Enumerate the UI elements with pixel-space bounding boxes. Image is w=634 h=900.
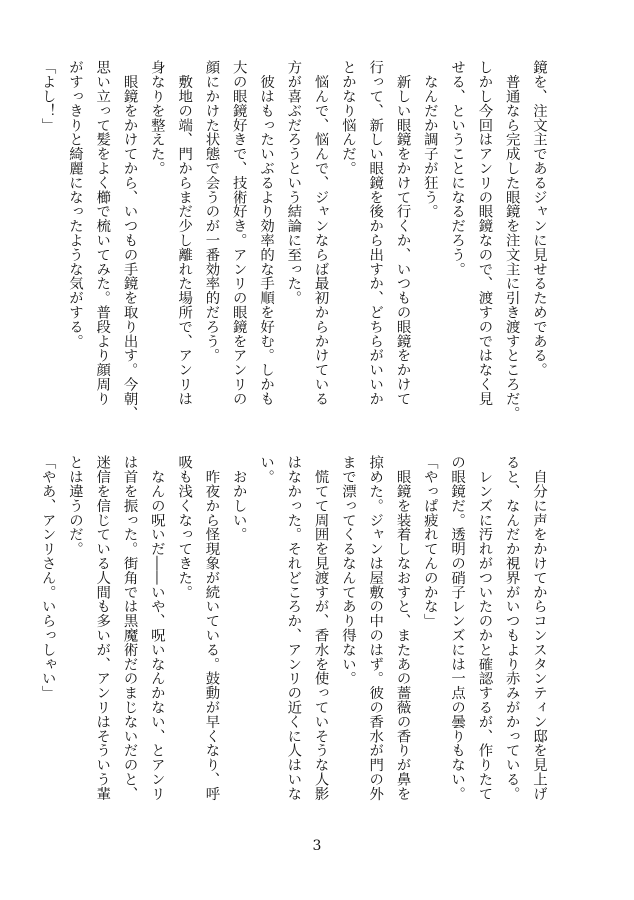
text-line: まで漂ってくるなんてあり得ない。: [339, 455, 356, 686]
text-line: なんだか調子が狂う。: [421, 60, 438, 219]
text-line: の眼鏡だ。透明の硝子レンズには一点の曇りもない。: [449, 455, 466, 801]
text-line: は首を振った。街角では黒魔術だのまじないだのと、: [121, 455, 138, 801]
text-line: レンズに汚れがついたのかと確認するが、作りたて: [476, 455, 493, 801]
lower-text-block: [33, 455, 552, 815]
text-line: がすっきりと綺麗になったような気がする。: [66, 60, 83, 348]
text-line: 彼はもったいぶるより効率的な手順を好む。しかも: [258, 60, 275, 406]
text-line: 大の眼鏡好きで、技術好き。アンリの眼鏡をアンリの: [230, 60, 247, 406]
text-line: とかなり悩んだ。: [339, 60, 356, 176]
text-line: 「やあ、アンリさん。いらっしゃい」: [39, 455, 56, 700]
text-line: 眼鏡をかけてから、いつもの手鏡を取り出す。今朝、: [121, 60, 138, 420]
text-line: とは違うのだ。: [66, 455, 83, 556]
text-line: 敷地の端、門からまだ少し離れた場所で、アンリは: [176, 60, 193, 406]
text-line: 掠めた。ジャンは屋敷の中のはず。彼の香水が門の外: [367, 455, 384, 801]
text-line: 慌てて周囲を見渡すが、香水を使っていそうな人影: [312, 455, 329, 801]
text-line: い。: [258, 455, 275, 484]
text-line: 新しい眼鏡をかけて行くか、いつもの眼鏡をかけて: [394, 60, 411, 406]
text-line: 鏡を、注文主であるジャンに見せるためである。: [531, 60, 547, 377]
text-line: 「よし！」: [39, 60, 56, 132]
page-number: 3: [312, 838, 322, 854]
text-line: 方が喜ぶだろうという結論に至った。: [285, 60, 302, 305]
text-line: 眼鏡を装着しなおすと、またあの薔薇の香りが鼻を: [394, 455, 411, 801]
text-line: ると、なんだか視界がいつもより赤みがかっている。: [503, 455, 520, 801]
text-line: 悩んで、悩んで、ジャンならば最初からかけている: [312, 60, 329, 406]
text-line: 迷信を信じている人間も多いが、アンリはそういう輩: [94, 455, 111, 801]
text-line: 吸も浅くなってきた。: [176, 455, 193, 599]
text-line: 顔にかけた状態で会うのが一番効率的だろう。: [203, 60, 220, 363]
text-line: おかしい。: [230, 455, 247, 542]
text-line: 昨夜から怪現象が続いている。鼓動が早くなり、呼: [203, 455, 220, 801]
text-line: 思い立って髪をよく櫛で梳いてみた。普段より顔周り: [94, 60, 111, 406]
text-line: 自分に声をかけてからコンスタンティン邸を見上げ: [531, 455, 547, 801]
text-line: 普通なら完成した眼鏡を注文主に引き渡すところだ。: [503, 60, 520, 420]
text-line: せる、ということになるだろう。: [449, 60, 466, 276]
text-line: はなかった。それどころか、アンリの近くに人はいな: [285, 455, 302, 801]
text-line: しかし今回はアンリの眼鏡なので、渡すのではなく見: [476, 60, 493, 406]
text-line: 「やっぱ疲れてんのかな」: [421, 455, 438, 628]
text-line: 身なりを整えた。: [148, 60, 165, 176]
text-line: 行って、新しい眼鏡を後から出すか、どちらがいいか: [367, 60, 384, 406]
upper-text-block: [33, 60, 552, 420]
text-line: なんの呪いだ――いや、呪いなんかない、とアンリ: [148, 455, 165, 801]
